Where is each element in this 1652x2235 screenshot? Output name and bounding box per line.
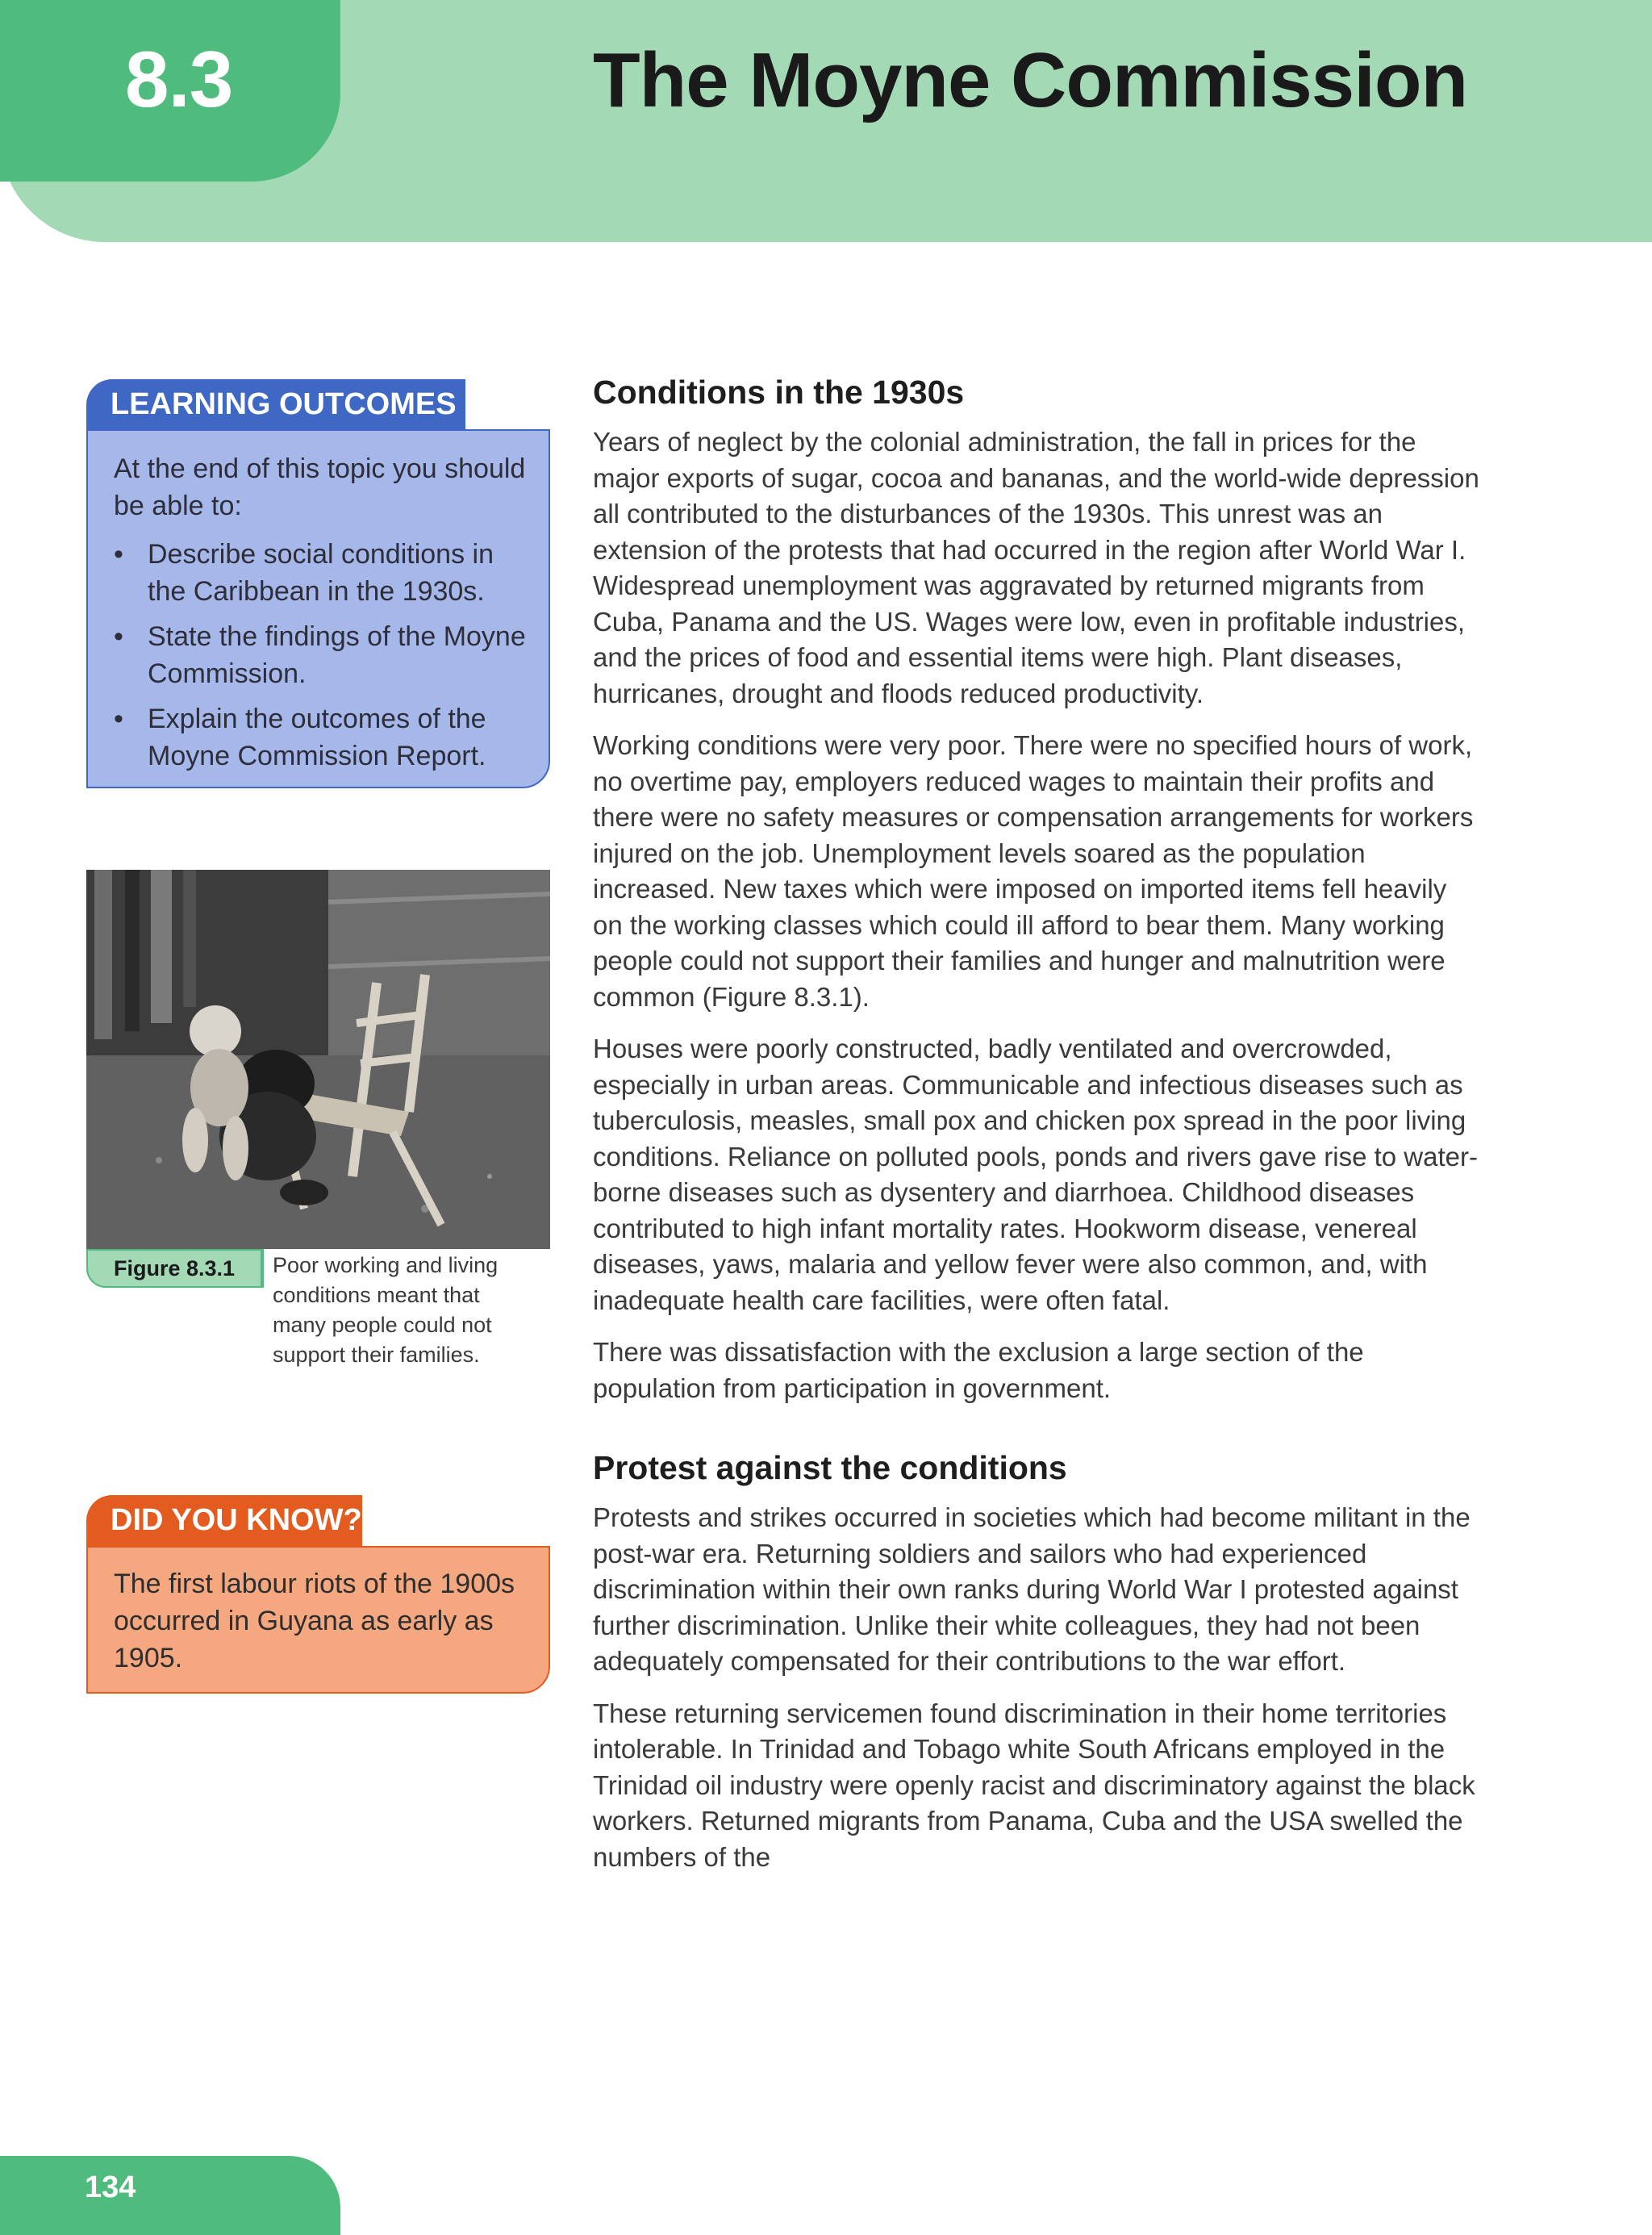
learning-outcome-item: • Explain the outcomes of the Moyne Commission Report. [114, 700, 526, 775]
figure-caption: Poor working and living conditions meant that many people could not support their families. [273, 1253, 499, 1367]
learning-outcomes-intro: At the end of this topic you should be able to: [114, 453, 526, 521]
footer-tab [0, 2156, 340, 2235]
learning-outcomes-box [86, 429, 550, 788]
body-paragraph: Houses were poorly constructed, badly ventilated and overcrowded, especially in urban areas. Communicable and infectious diseases such as tuberculosis, measles, small pox and chicken pox spread in the poor living conditions. Reliance on polluted pools, ponds and rivers gave rise to water-borne diseases such as dysentery and diarrhoea. Childhood diseases contributed to high infant mortality rates. Hookworm disease, venereal diseases, yaws, malaria and yellow fever were also common, and, with inadequate health care facilities, were often fatal. [593, 1034, 1478, 1315]
section-number: 8.3 [125, 35, 233, 123]
body-paragraph: Protests and strikes occurred in societies which had become militant in the post-war era. Returning soldiers and sailors who had experienced discrimination within their own ranks during World War I protested against further discrimination. Unlike their white colleagues, they had not been adequately compensated for their contributions to the war effort. [593, 1502, 1471, 1676]
learning-outcome-item: • Describe social conditions in the Caribbean in the 1930s. [114, 536, 526, 610]
figure-label: Figure 8.3.1 [86, 1249, 262, 1288]
learning-outcome-item: • State the findings of the Moyne Commission. [114, 618, 526, 692]
did-you-know-box [86, 1546, 550, 1694]
body-paragraph: These returning servicemen found discrimination in their home territories intolerable. In Trinidad and Tobago white South Africans employed in the Trinidad oil industry were openly racist and discriminatory against the black workers. Returned migrants from Panama, Cuba and the USA swelled the numbers of the [593, 1698, 1475, 1872]
body-paragraph: There was dissatisfaction with the exclusion a large section of the population from participation in government. [593, 1337, 1364, 1403]
page-number: 134 [85, 2170, 136, 2204]
figure-divider [262, 1249, 264, 1288]
did-you-know-heading: DID YOU KNOW? [86, 1495, 362, 1546]
photo-illustration [86, 870, 550, 1249]
body-paragraph: Years of neglect by the colonial administration, the fall in prices for the major exports of sugar, cocoa and bananas, and the world-wide depression all contributed to the disturbances of the 1930s. This unrest was an extension of the protests that had occurred in the region after World War I. Widespread unemployment was aggravated by returned migrants from Cuba, Panama and the US. Wages were low, even in profitable industries, and the prices of food and essential items were high. Plant diseases, hurricanes, drought and floods reduced productivity. [593, 427, 1479, 708]
learning-outcomes-heading: LEARNING OUTCOMES [86, 379, 465, 429]
body-paragraph: Working conditions were very poor. There were no specified hours of work, no overtime pay, employers reduced wages to maintain their profits and there were no safety measures or compensation arrangements for workers injured on the job. Unemployment levels soared as the population increased. New taxes which were imposed on imported items fell heavily on the working classes which could ill afford to bear them. Many working people could not support their families and hunger and malnutrition were common (Figure 8.3.1). [593, 730, 1474, 1012]
main-column [593, 370, 1480, 1891]
page-title: The Moyne Commission [593, 37, 1468, 123]
did-you-know-text: The first labour riots of the 1900s occurred in Guyana as early as 1905. [114, 1569, 515, 1673]
figure-photo [86, 870, 550, 1249]
learning-outcomes-list [114, 536, 526, 775]
section-heading: Conditions in the 1930s [593, 374, 965, 411]
section-heading: Protest against the conditions [593, 1449, 1067, 1486]
